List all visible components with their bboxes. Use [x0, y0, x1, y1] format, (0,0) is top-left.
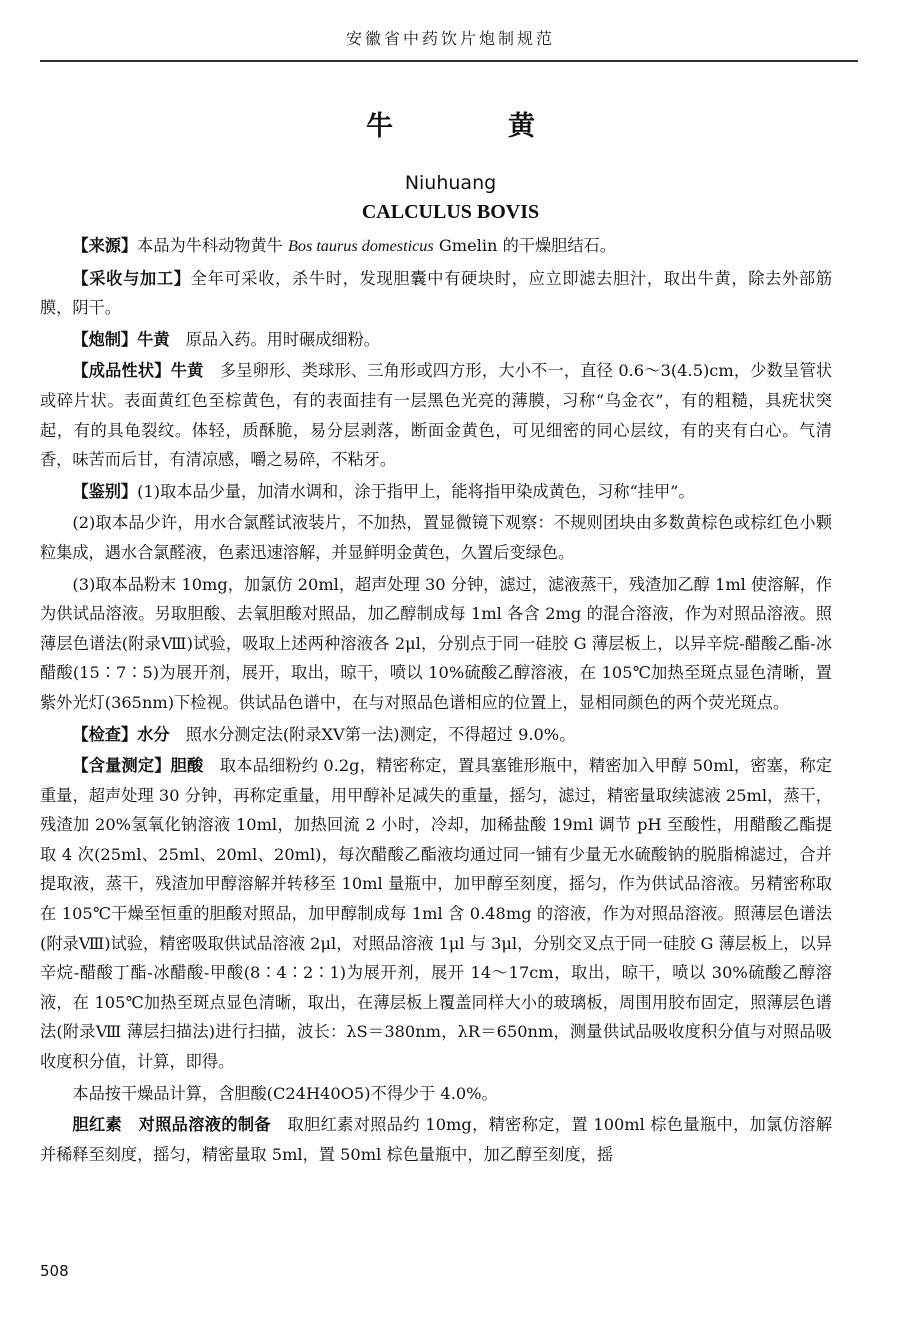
section-tag: 【检查】: [72, 724, 138, 744]
section-head: 牛黄: [170, 361, 204, 381]
section-tag: 【含量测定】: [72, 756, 171, 776]
section-tag: 【来源】: [72, 236, 138, 255]
section-text: 原品入药。用时碾成细粉。: [169, 329, 380, 349]
section-processing: [40, 325, 832, 355]
latin-species-name: Bos taurus domesticus: [287, 237, 434, 255]
section-properties: [40, 356, 832, 474]
section-tag: 【采收与加工】: [72, 268, 191, 288]
section-tag: 【成品性状】: [72, 361, 171, 381]
section-harvest: [40, 264, 832, 323]
assay-limit: 本品按干燥品计算，含胆酸(C24H40O5)不得少于 4.0%。: [72, 1083, 498, 1103]
section-text: 照水分测定法(附录ⅩⅤ第一法)测定，不得超过 9.0%。: [169, 724, 576, 744]
identification-item-3: (3)取本品粉末 10mg，加氯仿 20ml，超声处理 30 分钟，滤过，滤液蒸干，残渣加乙醇 1ml 使溶解，作为供试品溶液。另取胆酸、去氧胆酸对照品，加乙醇制成每 1ml 各含 2mg 的混合溶液，作为对照品溶液。照薄层色谱法(附录Ⅷ)试验，吸取上述两种溶液各 2μl，分别点于同一硅胶 G 薄层板上，以异辛烷-醋酸乙酯-冰醋酸(15∶7∶5)为展开剂，展开，取出，晾干，喷以 10%硫酸乙醇溶液，在 105℃加热至斑点显色清晰，置紫外光灯(365nm)下检视。供试品色谱中，在与对照品色谱相应的位置上，显相同颜色的两个荧光斑点。: [40, 574, 832, 712]
monograph-title-pinyin: Niuhuang: [404, 172, 497, 194]
running-header: 安徽省中药饮片炮制规范: [345, 29, 555, 48]
identification-item-2: (2)取本品少许，用水合氯醛试液装片，不加热，置显微镜下观察：不规则团块由多数黄棕色或棕红色小颗粒集成，遇水合氯醛液，色素迅速溶解，并显鲜明金黄色，久置后变绿色。: [40, 513, 832, 562]
monograph-title-latin: CALCULUS BOVIS: [361, 201, 540, 223]
section-text: Gmelin 的干燥胆结石。: [433, 236, 616, 255]
section-text: 多呈卵形、类球形、三角形或四方形，大小不一，直径 0.6～3(4.5)cm，少数呈管状或碎片状。表面黄红色至棕黄色，有的表面挂有一层黑色光亮的薄膜，习称“乌金衣”，有的粗糙，具疣状突起，有的具龟裂纹。体轻，质酥脆，易分层剥落，断面金黄色，可见细密的同心层纹，有的夹有白心。气清香，味苦而后甘，有清凉感，嚼之易碎，不粘牙。: [40, 361, 833, 470]
section-tag: 【炮制】: [72, 329, 138, 349]
page-number: 508: [40, 1262, 69, 1280]
section-text: 取胆红素对照品约 10mg，精密称定，置 100ml 棕色量瓶中，加氯仿溶解并稀释至刻度，摇匀，精密量取 5ml，置 50ml 棕色量瓶中，加乙醇至刻度，摇: [40, 1115, 833, 1164]
section-identification: [40, 477, 832, 507]
section-head: 胆酸: [170, 756, 204, 776]
section-source: [40, 231, 832, 262]
section-text: 全年可采收，杀牛时，发现胆囊中有硬块时，应立即滤去胆汁，取出牛黄，除去外部筋膜，阴干。: [40, 268, 833, 318]
monograph-body: [40, 231, 832, 1169]
section-head: 胆红素 对照品溶液的制备: [72, 1115, 271, 1135]
section-head: 水分: [137, 724, 170, 744]
assay-bilirubin: [40, 1110, 832, 1169]
monograph-title-chinese: 牛 黄: [366, 111, 579, 142]
section-assay: [40, 751, 832, 1077]
header-rule: [40, 60, 858, 62]
identification-item-1: (1)取本品少量，加清水调和，涂于指甲上，能将指甲染成黄色，习称“挂甲”。: [137, 481, 695, 501]
section-text: 取本品细粉约 0.2g，精密称定，置具塞锥形瓶中，精密加入甲醇 50ml，密塞，称定重量，超声处理 30 分钟，再称定重量，用甲醇补足减失的重量，摇匀，滤过，精密量取续滤液 25ml，蒸干，残渣加 20%氢氧化钠溶液 10ml，加热回流 2 小时，冷却，加稀盐酸 19ml 调节 pH 至酸性，用醋酸乙酯提取 4 次(25ml、25ml、20ml、20ml)，每次醋酸乙酯液均通过同一铺有少量无水硫酸钠的脱脂棉滤过，合并提取液，蒸干，残渣加甲醇溶解并转移至 10ml 量瓶中，加甲醇至刻度，摇匀，作为供试品溶液。另精密称取在 105℃干燥至恒重的胆酸对照品，加甲醇制成每 1ml 含 0.48mg 的溶液，作为对照品溶液。照薄层色谱法(附录Ⅷ)试验，精密吸取供试品溶液 2μl，对照品溶液 1μl 与 3μl，分别交叉点于同一硅胶 G 薄层板上，以异辛烷-醋酸丁酯-冰醋酸-甲酸(8∶4∶2∶1)为展开剂，展开 14～17cm，取出，晾干，喷以 30%硫酸乙醇溶液，在 105℃加热至斑点显色清晰，取出，在薄层板上覆盖同样大小的玻璃板，周围用胶布固定，照薄层色谱法(附录Ⅷ 薄层扫描法)进行扫描，波长：λS＝380nm，λR＝650nm，测量供试品吸收度积分值与对照品吸收度积分值，计算，即得。: [40, 756, 833, 1072]
section-text: 本品为牛科动物黄牛: [137, 236, 288, 255]
section-head: 牛黄: [137, 329, 170, 349]
section-inspection: [40, 720, 832, 750]
section-tag: 【鉴别】: [72, 481, 138, 501]
